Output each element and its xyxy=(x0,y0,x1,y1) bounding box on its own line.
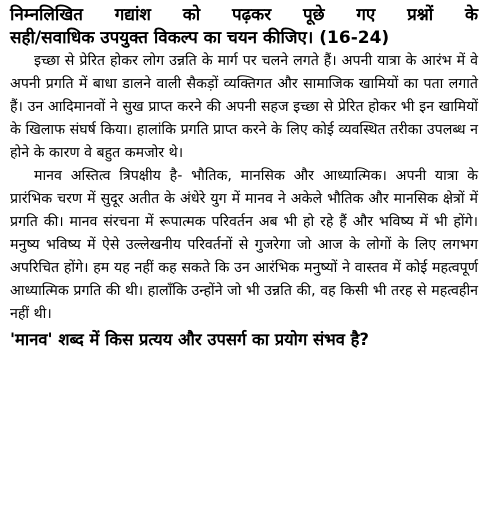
passage-paragraph-2: मानव अस्तित्व त्रिपक्षीय है- भौतिक, मानसिक और आध्यात्मिक। अपनी यात्रा के प्रारंभिक चरण में सुदूर अतीत के अंधेरे युग में मानव ने अकेले भौतिक और मानसिक क्षेत्रों में प्रगति की। मानव संरचना में रूपात्मक परिवर्तन अब भी हो रहे हैं और भविष्य में भी होंगे। मनुष्य भविष्य में ऐसे उल्लेखनीय परिवर्तनों से गुजरेगा जो आज के लोगों के लिए लगभग अपरिचित होंगे। हम यह नहीं कह सकते कि उन आरंभिक मनुष्यों ने वास्तव में कोई महत्वपूर्ण आध्यात्मिक प्रगति की थी। हालाँकि उन्होंने जो भी उन्नति की, वह किसी भी तरह से महत्वहीन नहीं थी। xyxy=(10,168,478,322)
instruction-line-1: निम्नलिखित गद्यांश को पढ़कर पूछे गए प्रश्नों के xyxy=(10,5,478,25)
question-range: (16-24) xyxy=(319,28,390,48)
question-text: 'मानव' शब्द में किस प्रत्यय और उपसर्ग का प्रयोग संभव है? xyxy=(10,330,369,349)
passage-paragraph-1: इच्छा से प्रेरित होकर लोग उन्नति के मार्ग पर चलने लगते हैं। अपनी यात्रा के आरंभ में वे अपनी प्रगति में बाधा डालने वाली सैकड़ों व्यक्तिगत और सामाजिक खामियों का पता लगाते हैं। उन आदिमानवों ने सुख प्राप्त करने की अपनी सहज इच्छा से प्रेरित होकर भी इन खामियों के खिलाफ संघर्ष किया। हालांकि प्रगति प्राप्त करने के लिए कोई व्यवस्थित तरीका उपलब्ध न होने के कारण वे बहुत कमजोर थे। xyxy=(10,53,478,161)
instruction-text: सही/सवाधिक उपयुक्त विकल्प का चयन कीजिए। xyxy=(10,28,314,48)
instruction-line-2 xyxy=(10,27,478,50)
